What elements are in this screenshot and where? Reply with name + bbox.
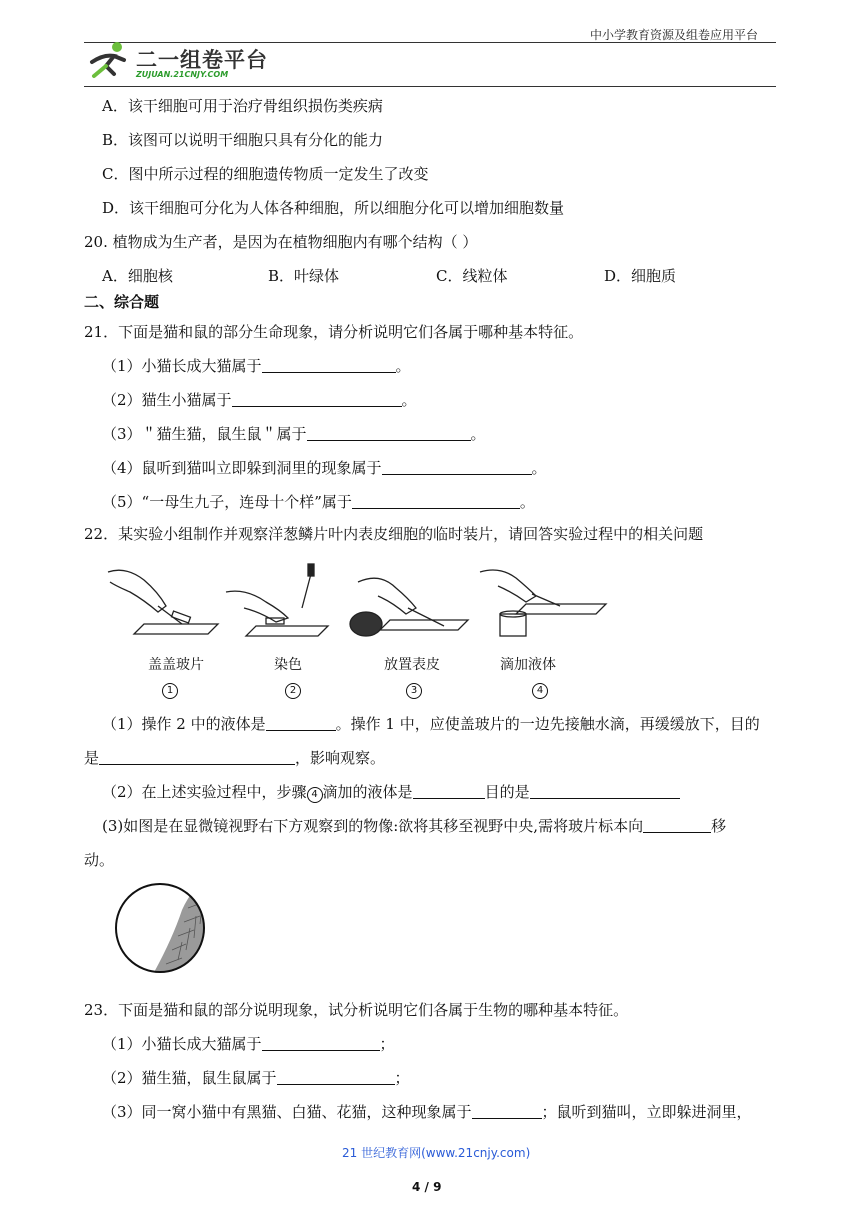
q21-part5 — [102, 492, 535, 512]
q22-part3-line2: 动。 — [84, 851, 115, 869]
q22-stem: 22．某实验小组制作并观察洋葱鳞片叶内表皮细胞的临时装片，请回答实验过程中的相关问题 — [84, 525, 704, 543]
q23-stem: 23．下面是猫和鼠的部分说明现象，试分析说明它们各属于生物的哪种基本特征。 — [84, 1001, 629, 1019]
q21-part2-end: 。 — [401, 391, 417, 409]
answer-blank[interactable] — [307, 425, 471, 441]
answer-blank[interactable] — [643, 817, 711, 833]
step-number-4: 4 — [532, 678, 548, 699]
answer-blank[interactable] — [99, 749, 295, 765]
q22-part1 — [102, 714, 760, 734]
q23-part3 — [102, 1102, 752, 1122]
q22-part1-end: ，影响观察。 — [295, 749, 386, 767]
footer-site: 21 世纪教育网(www.21cnjy.com) — [342, 1146, 531, 1160]
q21-part1 — [102, 356, 411, 376]
answer-blank[interactable] — [382, 459, 532, 475]
q22-part2-text: （2）在上述实验过程中，步骤 — [102, 783, 307, 801]
q21-part4-text: （4）鼠听到猫叫立即躲到洞里的现象属于 — [102, 459, 382, 477]
step-caption-1: 盖盖玻片 — [148, 657, 204, 673]
answer-blank[interactable] — [277, 1069, 395, 1085]
q21-part1-end: 。 — [395, 357, 411, 375]
q22-part2-mid2: 目的是 — [484, 783, 530, 801]
q21-part2-text: （2）猫生小猫属于 — [102, 391, 232, 409]
q20-option-b: B．叶绿体 — [268, 267, 340, 285]
q21-part2 — [102, 390, 417, 410]
experiment-figure — [96, 562, 616, 702]
q23-part2-end: ； — [394, 1069, 410, 1087]
q21-part5-text: （5）“一母生九子，连母十个样”属于 — [102, 493, 352, 511]
q23-part2 — [102, 1068, 410, 1088]
q22-part1-line2 — [84, 748, 385, 768]
q21-part5-end: 。 — [519, 493, 535, 511]
answer-blank[interactable] — [472, 1103, 542, 1119]
q23-part1-text: （1）小猫长成大猫属于 — [102, 1035, 262, 1053]
q23-part3-text: （3）同一窝小猫中有黑猫、白猫、花猫，这种现象属于 — [102, 1103, 472, 1121]
logo-title: 二一组卷平台 — [136, 48, 268, 72]
q19-option-a: A．该干细胞可用于治疗骨组织损伤类疾病 — [102, 97, 383, 115]
page-number: 4 / 9 — [412, 1180, 442, 1194]
q22-part2-mid: 滴加的液体是 — [322, 783, 413, 801]
q21-part4-end: 。 — [531, 459, 547, 477]
step-number-2: 2 — [285, 678, 301, 699]
q19-option-d: D．该干细胞可分化为人体各种细胞，所以细胞分化可以增加细胞数量 — [102, 199, 565, 217]
q22-part3 — [102, 816, 726, 836]
step-number-3: 3 — [406, 678, 422, 699]
q23-part1-end: ； — [379, 1035, 395, 1053]
experiment-steps-illustration — [96, 562, 616, 652]
logo — [84, 40, 284, 84]
step-number-1: 1 — [162, 678, 178, 699]
q22-part2 — [102, 782, 680, 803]
answer-blank[interactable] — [262, 357, 396, 373]
q21-part3-text: （3）＂猫生猫，鼠生鼠＂属于 — [102, 425, 307, 443]
q20-option-c: C．线粒体 — [436, 267, 508, 285]
q21-stem: 21．下面是猫和鼠的部分生命现象，请分析说明它们各属于哪种基本特征。 — [84, 323, 584, 341]
answer-blank[interactable] — [352, 493, 520, 509]
platform-name: 中小学教育资源及组卷应用平台 — [590, 28, 759, 42]
q20-stem: 20. 植物成为生产者，是因为在植物细胞内有哪个结构（ ） — [84, 233, 478, 251]
step-ref-4: 4 — [307, 787, 323, 803]
q23-part3-cont: ；鼠听到猫叫，立即躲进洞里， — [541, 1103, 752, 1121]
answer-blank[interactable] — [413, 783, 485, 799]
q22-part3-cont: 移 — [711, 817, 727, 835]
q21-part3 — [102, 424, 486, 444]
q21-part4 — [102, 458, 547, 478]
q19-option-c: C．图中所示过程的细胞遗传物质一定发生了改变 — [102, 165, 429, 183]
step-caption-2: 染色 — [274, 657, 302, 673]
answer-blank[interactable] — [262, 1035, 380, 1051]
q21-part3-end: 。 — [470, 425, 486, 443]
q23-part1 — [102, 1034, 395, 1054]
q22-part3-text: (3)如图是在显微镜视野右下方观察到的物像:欲将其移至视野中央,需将玻片标本向 — [102, 817, 644, 835]
q19-option-b: B．该图可以说明干细胞只具有分化的能力 — [102, 131, 384, 149]
step-caption-3: 放置表皮 — [384, 657, 440, 673]
runner-logo-icon — [84, 40, 132, 82]
q22-part1-cont: 。操作 1 中，应使盖玻片的一边先接触水滴，再缓缓放下，目的 — [335, 715, 760, 733]
q20-option-a: A．细胞核 — [102, 267, 173, 285]
q21-part1-text: （1）小猫长成大猫属于 — [102, 357, 262, 375]
q22-part1-text2: 是 — [84, 749, 100, 767]
q22-part1-text: （1）操作 2 中的液体是 — [102, 715, 266, 733]
step-caption-4: 滴加液体 — [500, 657, 556, 673]
section-heading: 二、综合题 — [84, 293, 160, 311]
q23-part2-text: （2）猫生猫，鼠生鼠属于 — [102, 1069, 277, 1087]
answer-blank[interactable] — [232, 391, 402, 407]
logo-url: ZUJUAN.21CNJY.COM — [136, 70, 229, 79]
header-rule-bottom — [84, 86, 776, 87]
q20-option-d: D．细胞质 — [604, 267, 677, 285]
answer-blank[interactable] — [266, 715, 336, 731]
answer-blank[interactable] — [530, 783, 680, 799]
microscope-field-illustration — [112, 880, 208, 976]
